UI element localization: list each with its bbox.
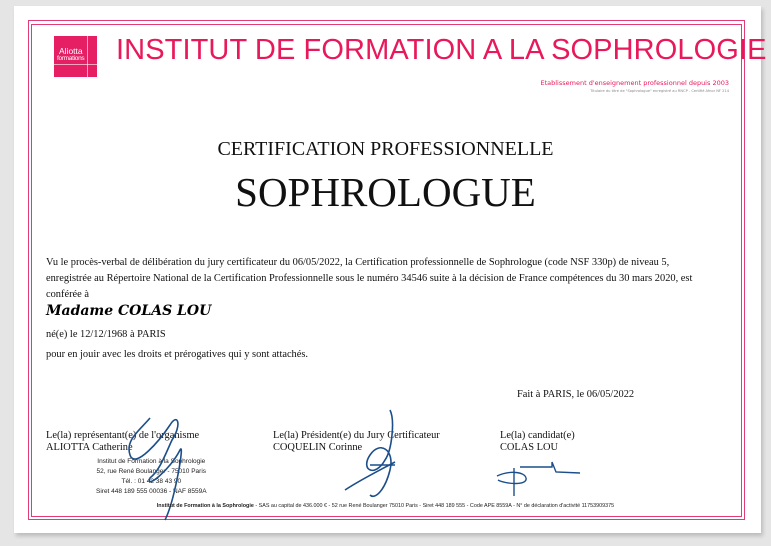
logo-text: Aliotta: [59, 46, 83, 56]
signatory-role: Le(la) candidat(e): [500, 430, 575, 441]
footer-details: - SAS au capital de 436.000 € - 52 rue René Boulanger 75010 Paris - Siret 448 189 555 - Code APE 8559A - N° de déclaration d'activité 11753909375: [253, 503, 615, 509]
certificate-title: SOPHROLOGUE: [235, 169, 536, 215]
signatory-role: Le(la) représentant(e) de l'organisme: [46, 430, 200, 441]
birth-info: né(e) le 12/12/1968 à PARIS: [46, 329, 166, 340]
stamp-line: Institut de Formation à la Sophrologie: [97, 458, 206, 465]
signatory-name: ALIOTTA Catherine: [46, 442, 133, 453]
recipient-name: Madame COLAS LOU: [46, 303, 212, 319]
place-date: Fait à PARIS, le 06/05/2022: [517, 389, 635, 400]
footer-institute: Institut de Formation à la Sophrologie: [156, 503, 254, 509]
footer-legal: [0, 503, 771, 509]
signature-jury-president: [345, 410, 395, 496]
certificate-heading: CERTIFICATION PROFESSIONNELLE: [217, 138, 554, 160]
signature-candidate: [497, 462, 580, 496]
certificate-body: Vu le procès-verbal de délibération du jury certificateur du 06/05/2022, la Certification professionnelle de Sophrologue (code NSF 330p) de niveau 5, enregistrée au Répertoire National de la Certification Professionnelle sous le numéro 34546 suite à la décision de France compétences du 30 mars 2020, est conférée à: [46, 257, 693, 300]
rights-text: pour en jouir avec les droits et prérogatives qui y sont attachés.: [46, 349, 308, 360]
logo-subtext: formations: [57, 55, 85, 62]
stamp-line: Tél. : 01 42 38 43 90: [121, 478, 182, 485]
tagline: Etablissement d'enseignement professionnel depuis 2003: [540, 79, 729, 87]
signatory-role: Le(la) Président(e) du Jury Certificateur: [273, 430, 440, 441]
stamp-line: 52, rue René Boulanger - 75010 Paris: [96, 468, 207, 475]
subline: Titulaire du titre de "Sophrologue" enregistré au RNCP - Certifié Afnor NF 214: [590, 89, 729, 93]
institute-title: INSTITUT DE FORMATION A LA SOPHROLOGIE: [116, 34, 767, 66]
signatory-name: COQUELIN Corinne: [273, 442, 363, 453]
stamp-line: Siret 448 189 555 00036 - NAF 8559A: [96, 488, 207, 495]
signatory-name: COLAS LOU: [500, 442, 559, 453]
